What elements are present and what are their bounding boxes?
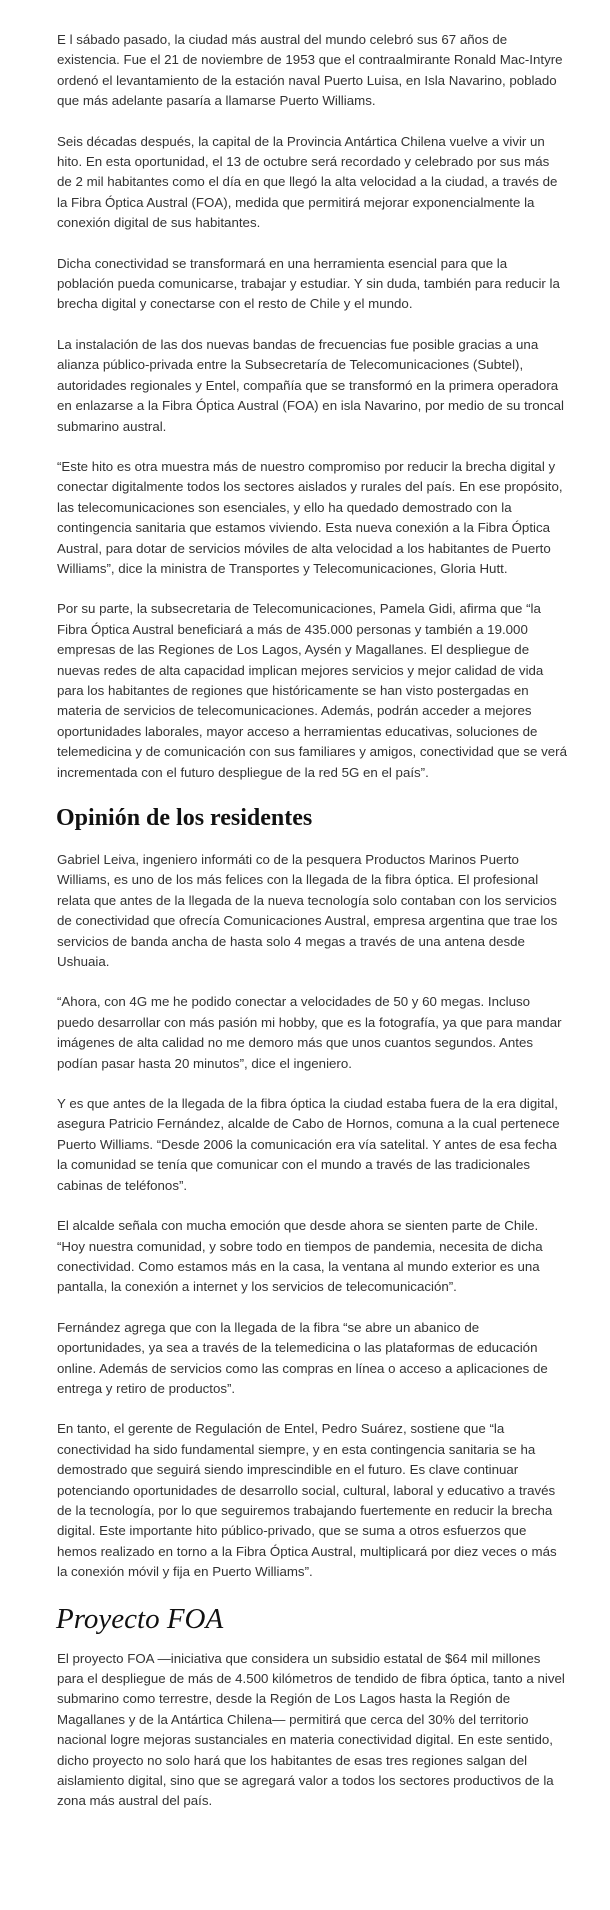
article-paragraph: “Este hito es otra muestra más de nuestro compromiso por reducir la brecha digital y conectar digitalmente todos los sectores aislados y rurales del país. En ese propósito, las telecomunicaciones son esenciales, y ello ha quedado demostrado con la contingencia sanitaria que estamos viviendo. Esta nueva conexión a la Fibra Óptica Austral, para dotar de servicios móviles de alta velocidad a los habitantes de Puerto Williams”, dice la ministra de Transportes y Telecomunicaciones, Gloria Hutt.	[57, 458, 563, 576]
article-paragraph: “Ahora, con 4G me he podido conectar a velocidades de 50 y 60 megas. Incluso puedo desarrollar con más pasión mi hobby, que es la fotografía, ya que para mandar imágenes de alta calidad no me demoro más que unos cuantos segundos. Antes podían pasar hasta 20 minutos”, dice el ingeniero.	[57, 994, 562, 1071]
section-heading-foa: Proyecto FOA	[56, 1602, 224, 1635]
article-paragraph: En tanto, el gerente de Regulación de Entel, Pedro Suárez, sostiene que “la conectividad ha sido fundamental siempre, y en esta contingencia sanitaria se ha demostrado que seguirá siendo imprescindible en el futuro. Es clave continuar potenciando oportunidades de desarrollo social, cultural, laboral y educativo a través de la tecnología, por lo que seguiremos trabajando fuertemente en reducir la brecha digital. Este importante hito público-privado, que se suma a otros esfuerzos que hemos realizado en torno a la Fibra Óptica Austral, multiplicará por diez veces o más la conexión móvil y fija en Puerto Williams”.	[57, 1421, 557, 1580]
article-paragraph: Por su parte, la subsecretaria de Telecomunicaciones, Pamela Gidi, afirma que “la Fibra Óptica Austral beneficiará a más de 435.000 personas y también a 19.000 empresas de las Regiones de Los Lagos, Aysén y Magallanes. El despliegue de nuevas redes de alta capacidad implican mejores servicios y mejor calidad de vida para los habitantes de regiones que históricamente se han visto postergadas en materia de servicios de telecomunicaciones. Además, podrán acceder a mejores oportunidades laborales, mayor acceso a herramientas educativas, soluciones de telemedicina y de comunicación con sus familiares y amigos, conectividad que se verá incrementada con el futuro despliegue de la red 5G en el país”.	[57, 601, 567, 780]
article-paragraph: E l sábado pasado, la ciudad más austral del mundo celebró sus 67 años de existencia. Fue el 21 de noviembre de 1953 que el contraalmirante Ronald Mac-Intyre ordenó el levantamiento de la estación naval Puerto Luisa, en Isla Navarino, poblado que más adelante pasaría a llamarse Puerto Williams.	[57, 32, 563, 109]
article-paragraph: El proyecto FOA —iniciativa que considera un subsidio estatal de $64 mil millones para el despliegue de más de 4.500 kilómetros de tendido de fibra óptica, tanto a nivel submarino como terrestre, desde la Región de Los Lagos hasta la Región de Magallanes y de la Antártica Chilena— permitirá que cerca del 30% del territorio nacional logre mejoras sustanciales en materia conectividad digital. En este sentido, dicho proyecto no solo hará que los habitantes de esas tres regiones salgan del aislamiento digital, sino que se agregará valor a todos los sectores productivos de la zona más austral del país.	[57, 1650, 565, 1809]
article-paragraph: Y es que antes de la llegada de la fibra óptica la ciudad estaba fuera de la era digital, asegura Patricio Fernández, alcalde de Cabo de Hornos, comuna a la cual pertenece Puerto Williams. “Desde 2006 la comunicación era vía satelital. Y antes de esa fecha la comunidad se tenía que comunicar con el mundo a través de las tradicionales cabinas de teléfonos”.	[57, 1096, 560, 1193]
article-paragraph: El alcalde señala con mucha emoción que desde ahora se sienten parte de Chile. “Hoy nuestra comunidad, y sobre todo en tiempos de pandemia, necesita de dicha conectividad. Como estamos más en la casa, la ventana al mundo exterior es una pantalla, la conexión a internet y los servicios de telecomunicación”.	[57, 1218, 543, 1295]
article-paragraph: Seis décadas después, la capital de la Provincia Antártica Chilena vuelve a vivir un hito. En esta oportunidad, el 13 de octubre será recordado y celebrado por sus más de 2 mil habitantes como el día en que llegó la alta velocidad a la ciudad, a través de la Fibra Óptica Austral (FOA), medida que permitirá mejorar exponencialmente la conexión digital de sus habitantes.	[57, 133, 558, 231]
article-paragraph: Dicha conectividad se transformará en una herramienta esencial para que la población pueda comunicarse, trabajar y estudiar. Y sin duda, también para reducir la brecha digital y conectarse con el resto de Chile y el mundo.	[57, 255, 560, 312]
section-heading-residents: Opinión de los residentes	[56, 805, 313, 831]
article-paragraph: La instalación de las dos nuevas bandas de frecuencias fue posible gracias a una alianza público-privada entre la Subsecretaría de Telecomunicaciones (Subtel), autoridades regionales y Entel, compañía que se transformó en la primera operadora en enlazarse a la Fibra Óptica Austral (FOA) en isla Navarino, por medio de su troncal submarino austral.	[57, 336, 564, 434]
article-paragraph: Fernández agrega que con la llegada de la fibra “se abre un abanico de oportunidades, ya sea a través de la telemedicina o las plataformas de educación online. Además de servicios como las compras en línea o acceso a aplicaciones de entrega y retiro de productos”.	[57, 1319, 548, 1396]
article-paragraph: Gabriel Leiva, ingeniero informáti co de la pesquera Productos Marinos Puerto Williams, es uno de los más felices con la llegada de la fibra óptica. El profesional relata que antes de la llegada de la nueva tecnología solo contaban con los servicios de conectividad que ofrecía Comunicaciones Austral, empresa argentina que trae los servicios de banda ancha de hasta solo 4 megas a través de una antena desde Ushuaia.	[57, 852, 558, 970]
article-body	[57, 30, 567, 1832]
